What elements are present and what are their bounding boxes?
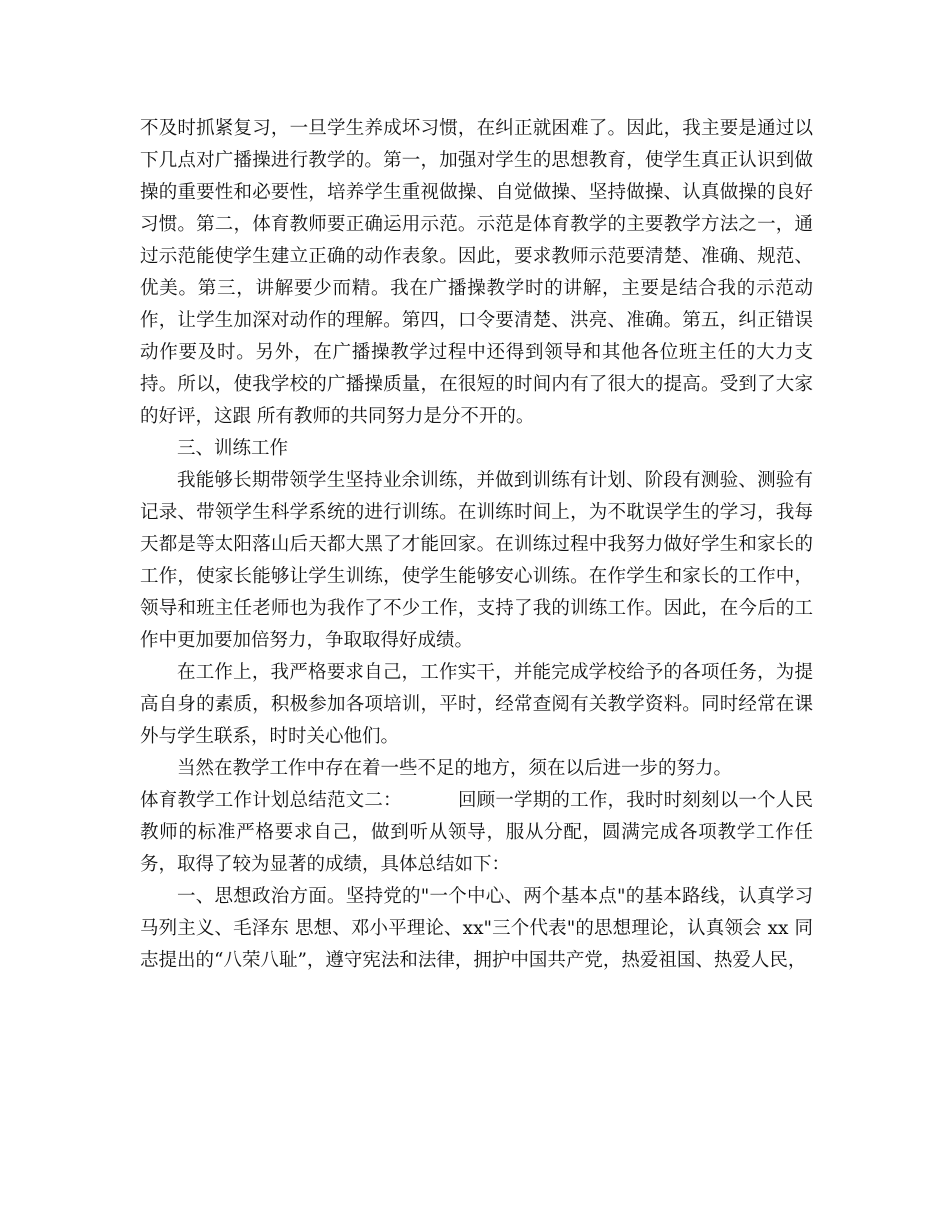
document-body (140, 113, 813, 977)
paragraph-1: 不及时抓紧复习，一旦学生养成坏习惯，在纠正就困难了。因此，我主要是通过以下几点对广播操进行教学的。第一，加强对学生的思想教育，使学生真正认识到做操的重要性和必要性，培养学生重视做操、自觉做操、坚持做操、认真做操的良好习惯。第二，体育教师要正确运用示范。示范是体育教学的主要教学方法之一，通过示范能使学生建立正确的动作表象。因此，要求教师示范要清楚、准确、规范、优美。第三，讲解要少而精。我在广播操教学时的讲解，主要是结合我的示范动作，让学生加深对动作的理解。第四，口令要清楚、洪亮、准确。第五，纠正错误动作要及时。另外，在广播操教学过程中还得到领导和其他各位班主任的大力支持。所以，使我学校的广播操质量，在很短的时间内有了很大的提高。受到了大家的好评，这跟 所有教师的共同努力是分不开的。 (140, 118, 813, 427)
sample-two-heading: 体育教学工作计划总结范文二： (140, 790, 402, 811)
sample-two-text: 回顾一学期的工作，我时时刻刻以一个人民教师的标准严格要求自己，做到听从领导，服从分配，圆满完成各项教学工作任务，取得了较为显著的成绩，具体总结如下： (140, 790, 813, 875)
paragraph-shortcomings: 当然在教学工作中存在着一些不足的地方，须在以后进一步的努力。 (177, 758, 733, 779)
paragraph-training: 我能够长期带领学生坚持业余训练，并做到训练有计划、阶段有测验、测验有记录、带领学生科学系统的进行训练。在训练时间上，为不耽误学生的学习，我每天都是等太阳落山后天都大黑了才能回家。在训练过程中我努力做好学生和家长的工作，使家长能够让学生训练，使学生能够安心训练。在作学生和家长的工作中，领导和班主任老师也为我作了不少工作，支持了我的训练工作。因此，在今后的工作中更加要加倍努力，争取取得好成绩。 (140, 470, 813, 651)
section-heading-training: 三、训练工作 (177, 438, 289, 459)
paragraph-political-thought: 一、思想政治方面。坚持党的"一个中心、两个基本点"的基本路线，认真学习马列主义、毛泽东 思想、邓小平理论、xx"三个代表"的思想理论，认真领会 xx 同志提出的“八荣八耻”，遵守宪法和法律，拥护中国共产党，热爱祖国、热爱人民， (140, 886, 813, 971)
paragraph-work-attitude: 在工作上，我严格要求自己，工作实干，并能完成学校给予的各项任务，为提高自身的素质，积极参加各项培训，平时，经常查阅有关教学资料。同时经常在课外与学生联系，时时关心他们。 (140, 662, 813, 747)
paragraph-sample-two (140, 785, 813, 881)
